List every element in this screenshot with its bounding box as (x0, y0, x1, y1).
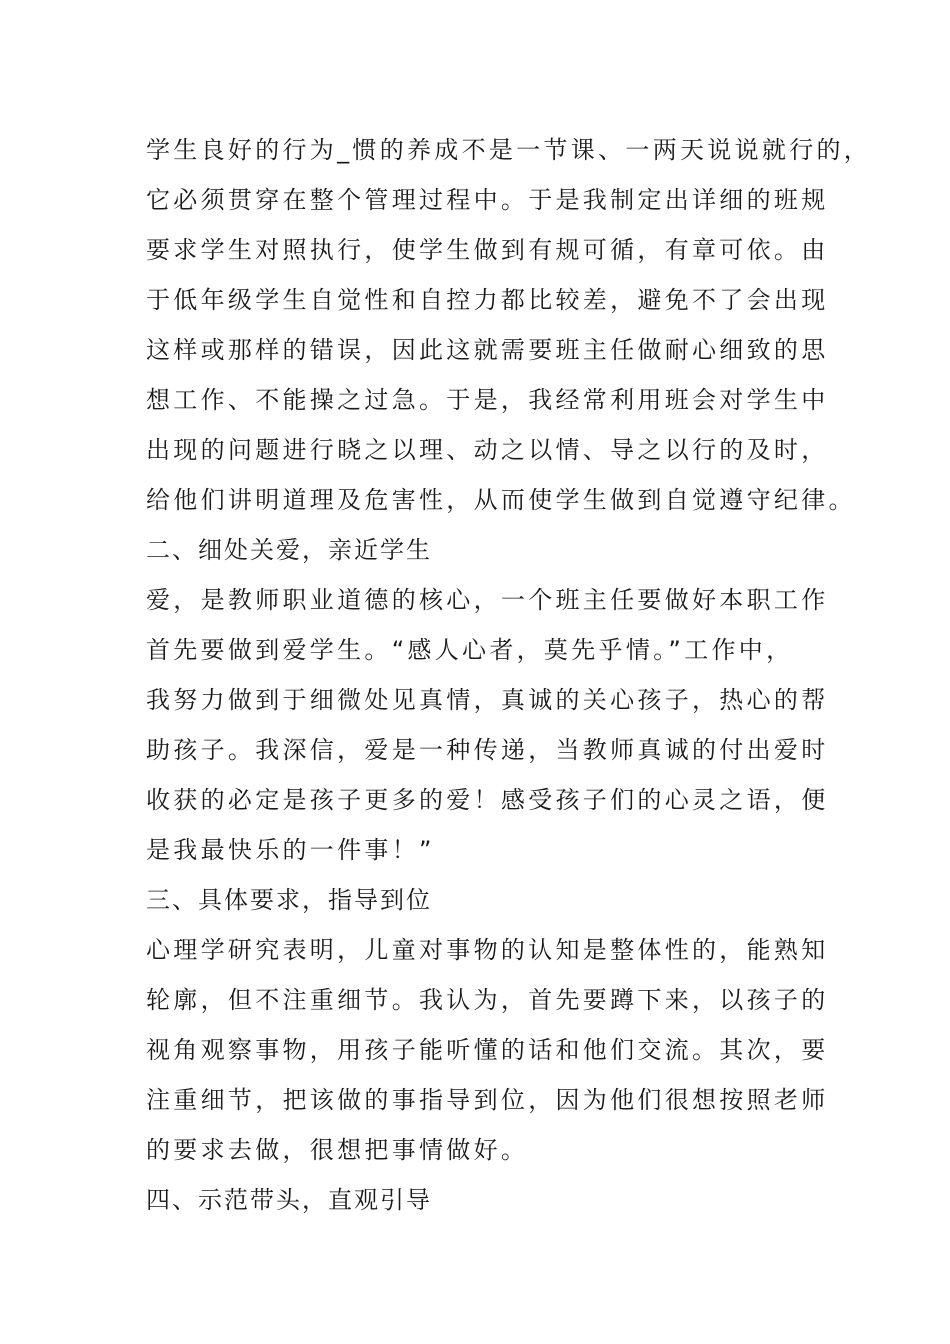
paragraph-line: 学生良好的行为_惯的养成不是一节课、一两天说说就行的， (146, 136, 872, 164)
section-heading: 四、示范带头，直观引导 (146, 1186, 432, 1214)
paragraph-line: 爱，是教师职业道德的核心，一个班主任要做好本职工作 (146, 586, 829, 614)
section-heading: 三、具体要求，指导到位 (146, 886, 432, 914)
paragraph-line: 想工作、不能操之过急。于是，我经常利用班会对学生中 (146, 386, 829, 414)
paragraph-line: 于低年级学生自觉性和自控力都比较差，避免不了会出现 (146, 286, 829, 314)
paragraph-line: 首先要做到爱学生。“感人心者，莫先乎情。”工作中， (146, 636, 794, 664)
paragraph-line: 心理学研究表明，儿童对事物的认知是整体性的，能熟知 (146, 936, 829, 964)
paragraph-line: 轮廓，但不注重细节。我认为，首先要蹲下来，以孩子的 (146, 986, 829, 1014)
paragraph-line: 我努力做到于细微处见真情，真诚的关心孩子，热心的帮 (146, 686, 829, 714)
paragraph-line: 收获的必定是孩子更多的爱！感受孩子们的心灵之语，便 (146, 786, 829, 814)
paragraph-line: 助孩子。我深信，爱是一种传递，当教师真诚的付出爱时 (146, 736, 829, 764)
paragraph-line: 的要求去做，很想把事情做好。 (146, 1136, 529, 1164)
paragraph-line: 它必须贯穿在整个管理过程中。于是我制定出详细的班规 (146, 186, 829, 214)
paragraph-line: 是我最快乐的一件事！” (146, 836, 435, 864)
paragraph-line: 要求学生对照执行，使学生做到有规可循，有章可依。由 (146, 236, 829, 264)
paragraph-line: 给他们讲明道理及危害性，从而使学生做到自觉遵守纪律。 (146, 486, 856, 514)
paragraph-line: 这样或那样的错误，因此这就需要班主任做耐心细致的思 (146, 336, 829, 364)
section-heading: 二、细处关爱，亲近学生 (146, 536, 432, 564)
paragraph-line: 注重细节，把该做的事指导到位，因为他们很想按照老师 (146, 1086, 829, 1114)
paragraph-line: 出现的问题进行晓之以理、动之以情、导之以行的及时， (146, 436, 829, 464)
paragraph-line: 视角观察事物，用孩子能听懂的话和他们交流。其次，要 (146, 1036, 829, 1064)
